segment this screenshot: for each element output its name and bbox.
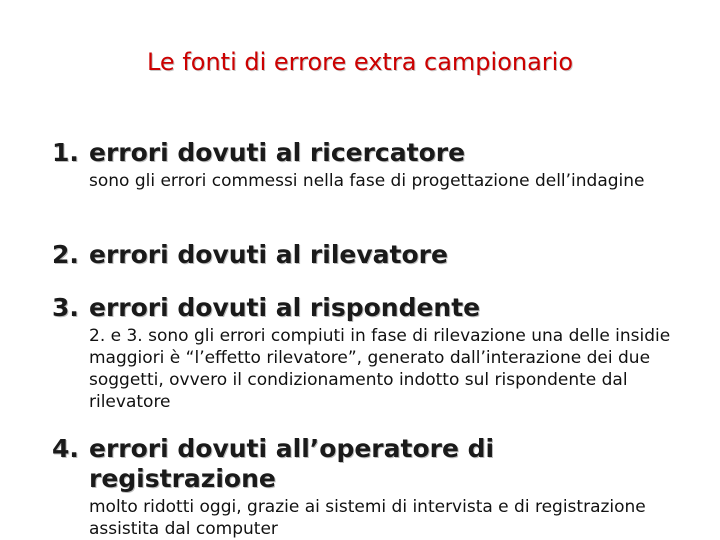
item-heading: errori dovuti al rispondente [89,293,481,322]
item-heading: errori dovuti al rilevatore [89,240,448,269]
list-item [52,240,692,270]
item-description: molto ridotti oggi, grazie ai sistemi di intervista e di registrazione assistita dal computer [89,497,646,539]
item-description: 2. e 3. sono gli errori compiuti in fase di rilevazione una delle insidie maggiori è “l’effetto rilevatore”, generato dall’interazione dei due soggetti, ovvero il condizionamento indotto sul rispondente dal rilevatore [89,326,671,412]
item-description: sono gli errori commessi nella fase di progettazione dell’indagine [89,171,645,191]
item-number: 3. [52,293,79,322]
list-item [52,434,692,540]
item-heading: errori dovuti al ricercatore [89,138,466,167]
item-number: 4. [52,434,79,463]
item-number: 1. [52,138,79,167]
list-item [52,293,692,413]
item-number: 2. [52,240,79,269]
item-heading: errori dovuti all’operatore di registrazione [89,434,495,493]
slide-title: Le fonti di errore extra campionario [146,48,574,76]
list-item [52,138,692,192]
